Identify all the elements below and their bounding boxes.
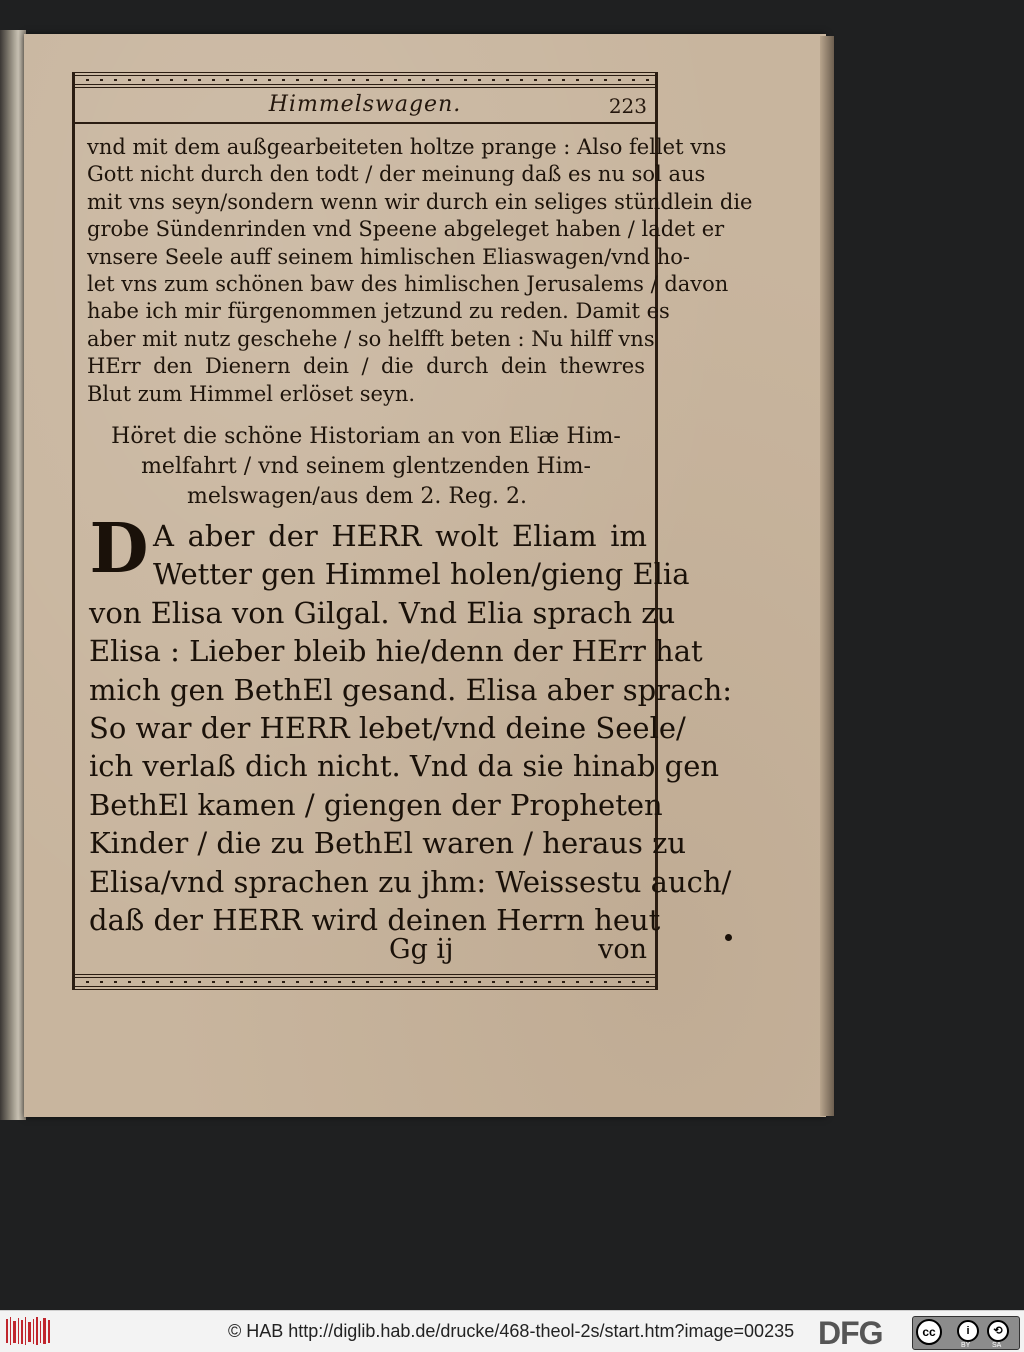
- page-number: 223: [608, 94, 647, 118]
- heading-line: melfahrt / vnd seinem glentzenden Him-: [141, 454, 591, 479]
- text-line: Gott nicht durch den todt / der meinung daß es nu sol aus: [87, 162, 706, 187]
- scripture-text: [89, 509, 733, 939]
- dfg-logo[interactable]: DFG: [818, 1315, 883, 1351]
- text-line: HErr den Dienern dein / die durch dein thewres: [87, 354, 645, 379]
- ornamental-rule-bottom: [72, 974, 658, 990]
- body-line: mich gen BethEl gesand. Elisa aber sprach:: [89, 672, 733, 707]
- signature-line: [89, 934, 647, 970]
- heading-line: Höret die schöne Historiam an von Eliæ Him-: [111, 424, 621, 449]
- body-line: von Elisa von Gilgal. Vnd Elia sprach zu: [89, 595, 676, 630]
- body-line: So war der HERR lebet/vnd deine Seele/: [89, 711, 686, 746]
- drop-cap-initial: D: [89, 509, 149, 589]
- text-line: habe ich mir fürgenommen jetzund zu reden. Damit es: [87, 299, 670, 324]
- text-frame: [72, 72, 753, 990]
- text-line: grobe Sündenrinden vnd Speene abgeleget haben / ladet er: [87, 217, 725, 242]
- body-line: Kinder / die zu BethEl waren / heraus zu: [89, 826, 687, 861]
- signature-mark: Gg ij: [389, 934, 454, 965]
- body-line: ich verlaß dich nicht. Vnd da sie hinab gen: [89, 749, 720, 784]
- body-line: Wetter gen Himmel holen/gieng Elia: [153, 557, 690, 592]
- running-title: Himmelswagen.: [268, 92, 462, 117]
- attribution-icon: i: [957, 1320, 979, 1342]
- text-line: vnsere Seele auff seinem himlischen Eliaswagen/vnd ho-: [87, 244, 690, 269]
- intro-text: [87, 134, 753, 408]
- text-line: aber mit nutz geschehe / so helfft beten : Nu hilff vns: [87, 326, 655, 351]
- section-heading: [87, 422, 645, 512]
- body-line: A aber der HERR wolt Eliam im: [153, 519, 647, 553]
- body-line: Elisa/vnd sprachen zu jhm: Weissestu auch/: [89, 864, 732, 899]
- text-line: vnd mit dem außgearbeiteten holtze prange : Also fellet vns: [87, 135, 727, 159]
- sa-label: SA: [992, 1342, 1002, 1349]
- heading-line: melswagen/aus dem 2. Reg. 2.: [187, 484, 527, 509]
- page-fore-edge: [820, 36, 834, 1116]
- catchword: von: [598, 934, 647, 965]
- cc-icon: cc: [916, 1319, 942, 1345]
- by-label: BY: [961, 1342, 971, 1349]
- footer-bar: [0, 1310, 1024, 1352]
- text-line: mit vns seyn/sondern wenn wir durch ein seliges stündlein die: [87, 189, 753, 214]
- body-line: BethEl kamen / giengen der Propheten: [89, 787, 663, 822]
- body-line: daß der HERR wird deinen Herrn heut: [89, 903, 661, 938]
- ornamental-rule-top: [72, 72, 658, 88]
- source-url[interactable]: © HAB http://diglib.hab.de/drucke/468-theol-2s/start.htm?image=00235: [228, 1321, 795, 1341]
- text-line: Blut zum Himmel erlöset seyn.: [87, 381, 416, 406]
- text-line: let vns zum schönen baw des himlischen Jerusalems / davon: [87, 272, 729, 297]
- cc-by-sa-icon[interactable]: [912, 1316, 1020, 1350]
- barcode-icon: [6, 1317, 52, 1345]
- share-alike-icon: ⟲: [987, 1320, 1009, 1342]
- body-line: Elisa : Lieber bleib hie/denn der HErr hat: [89, 634, 703, 669]
- ink-speck: [725, 934, 732, 941]
- adjacent-page-edge: [0, 30, 26, 1120]
